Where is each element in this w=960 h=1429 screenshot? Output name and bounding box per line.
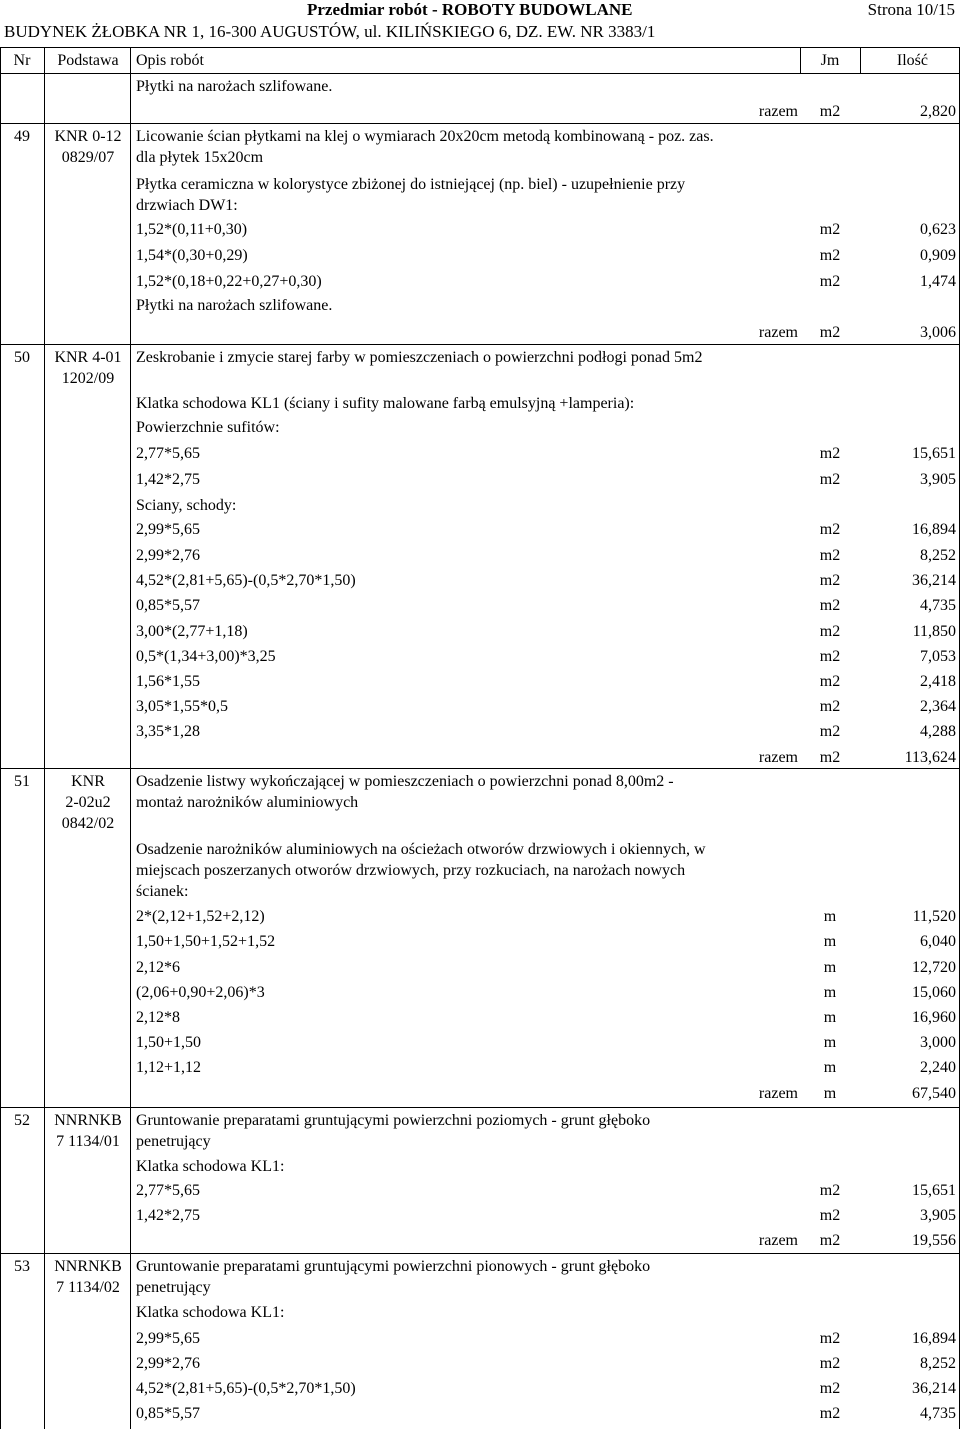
unit: m: [823, 1085, 837, 1102]
unit: m2: [819, 471, 841, 488]
item-intro: Klatka schodowa KL1:: [136, 1304, 285, 1321]
formula: 2*(2,12+1,52+2,12): [136, 908, 265, 925]
item-intro: drzwiach DW1:: [136, 197, 238, 214]
unit: m: [823, 908, 837, 925]
item-base: KNR 4-01: [54, 349, 122, 366]
unit: m2: [819, 623, 841, 640]
quantity: 0,909: [920, 247, 956, 264]
col-header-desc: Opis robót: [136, 52, 204, 69]
formula: 1,42*2,75: [136, 471, 200, 488]
item-number: 52: [14, 1112, 30, 1129]
page-number: Strona 10/15: [867, 0, 955, 19]
column-divider: [130, 47, 131, 73]
quantity: 11,850: [912, 623, 956, 640]
item-title: Zeskrobanie i zmycie starej farby w pomieszczeniach o powierzchni podłogi ponad 5m2: [136, 349, 703, 366]
quantity: 11,520: [912, 908, 956, 925]
item-base: NNRNKB: [54, 1112, 122, 1129]
formula: 0,85*5,57: [136, 597, 200, 614]
quantity: 0,623: [920, 221, 956, 238]
quantity: 36,214: [912, 1380, 956, 1397]
razem-label: razem: [758, 749, 798, 766]
formula: 1,12+1,12: [136, 1059, 202, 1076]
quantity: 15,651: [912, 1182, 956, 1199]
col-header-nr: Nr: [13, 52, 31, 69]
item-intro: miejscach poszerzanych otworów drzwiowych, przy rozkuciach, na narożach nowych: [136, 862, 686, 879]
formula: 1,52*(0,11+0,30): [136, 221, 248, 238]
formula: 2,99*5,65: [136, 521, 200, 538]
unit: m2: [819, 221, 841, 238]
item-separator: [0, 1253, 960, 1254]
item-intro: Płytka ceramiczna w kolorystyce zbiżonej do istniejącej (np. biel) - uzupełnienie przy: [136, 176, 686, 193]
formula: 1,50+1,50: [136, 1034, 202, 1051]
quantity: 8,252: [920, 547, 956, 564]
unit: m2: [819, 247, 841, 264]
total-value: 2,820: [920, 103, 956, 120]
item-title: montaż narożników aluminiowych: [136, 794, 359, 811]
table-left-border: [0, 47, 1, 1429]
formula: 2,77*5,65: [136, 1182, 200, 1199]
quantity: 4,735: [920, 1405, 956, 1422]
item-title: penetrujący: [136, 1133, 211, 1150]
quantity: 2,240: [920, 1059, 956, 1076]
formula: 2,99*2,76: [136, 1355, 200, 1372]
item-base: 7 1134/02: [56, 1279, 120, 1296]
formula: (2,06+0,90+2,06)*3: [136, 984, 265, 1001]
quantity: 16,960: [912, 1009, 956, 1026]
unit: m2: [819, 673, 841, 690]
item-number: 49: [14, 128, 30, 145]
item-separator: [0, 1107, 960, 1108]
column-divider: [860, 47, 861, 73]
unit: m2: [819, 648, 841, 665]
item-title: Gruntowanie preparatami gruntującymi powierzchni pionowych - grunt głęboko: [136, 1258, 651, 1275]
column-divider: [130, 73, 131, 1429]
quantity: 36,214: [912, 572, 956, 589]
unit: m2: [819, 273, 841, 290]
quantity: 2,364: [920, 698, 956, 715]
item-title: Gruntowanie preparatami gruntującymi powierzchni poziomych - grunt głęboko: [136, 1112, 651, 1129]
unit: m2: [819, 698, 841, 715]
formula: 1,50+1,50+1,52+1,52: [136, 933, 276, 950]
item-number: 50: [14, 349, 30, 366]
col-header-unit: Jm: [820, 52, 840, 69]
razem-label: razem: [758, 1085, 798, 1102]
formula: 4,52*(2,81+5,65)-(0,5*2,70*1,50): [136, 1380, 356, 1397]
item-base: 7 1134/01: [56, 1133, 120, 1150]
item-subheading: Sciany, schody:: [136, 497, 237, 514]
item-base: 2-02u2: [65, 794, 111, 811]
formula: 3,05*1,55*0,5: [136, 698, 228, 715]
col-header-qty: Ilość: [896, 52, 928, 69]
unit: m2: [819, 723, 841, 740]
unit: m2: [819, 1182, 841, 1199]
item-title: penetrujący: [136, 1279, 211, 1296]
quantity: 4,735: [920, 597, 956, 614]
item-intro: Klatka schodowa KL1:: [136, 1158, 285, 1175]
quantity: 15,060: [912, 984, 956, 1001]
item-number: 53: [14, 1258, 30, 1275]
item-subheading: Powierzchnie sufitów:: [136, 419, 280, 436]
formula: 1,54*(0,30+0,29): [136, 247, 248, 264]
unit: m: [823, 1009, 837, 1026]
item-separator: [0, 123, 960, 124]
formula: 1,42*2,75: [136, 1207, 200, 1224]
quantity: 6,040: [920, 933, 956, 950]
quantity: 3,905: [920, 471, 956, 488]
quantity: 3,905: [920, 1207, 956, 1224]
unit: m: [823, 959, 837, 976]
formula: 3,35*1,28: [136, 723, 200, 740]
unit: m2: [819, 547, 841, 564]
quantity: 12,720: [912, 959, 956, 976]
quantity: 3,000: [920, 1034, 956, 1051]
quantity: 1,474: [920, 273, 956, 290]
total-value: 3,006: [920, 324, 956, 341]
unit: m2: [819, 1405, 841, 1422]
unit: m2: [819, 1355, 841, 1372]
quantity: 8,252: [920, 1355, 956, 1372]
project-address: BUDYNEK ŻŁOBKA NR 1, 16-300 AUGUSTÓW, ul. KILIŃSKIEGO 6, DZ. EW. NR 3383/1: [4, 22, 656, 41]
column-divider: [44, 47, 45, 73]
razem-label: razem: [758, 324, 798, 341]
item-base: NNRNKB: [54, 1258, 122, 1275]
unit: m2: [819, 324, 841, 341]
note-text: Płytki na narożach szlifowane.: [136, 297, 333, 314]
quantity: 4,288: [920, 723, 956, 740]
item-base: KNR: [71, 773, 105, 790]
formula: 0,5*(1,34+3,00)*3,25: [136, 648, 276, 665]
formula: 2,99*2,76: [136, 547, 200, 564]
formula: 2,99*5,65: [136, 1330, 200, 1347]
formula: 4,52*(2,81+5,65)-(0,5*2,70*1,50): [136, 572, 356, 589]
formula: 2,77*5,65: [136, 445, 200, 462]
col-header-base: Podstawa: [57, 52, 119, 69]
unit: m2: [819, 572, 841, 589]
note-text: Płytki na narożach szlifowane.: [136, 78, 333, 95]
razem-label: razem: [758, 1232, 798, 1249]
unit: m2: [819, 521, 841, 538]
quantity: 16,894: [912, 1330, 956, 1347]
column-divider: [44, 73, 45, 1429]
formula: 1,56*1,55: [136, 673, 200, 690]
quantity: 16,894: [912, 521, 956, 538]
item-intro: ścianek:: [136, 883, 189, 900]
quantity: 2,418: [920, 673, 956, 690]
unit: m2: [819, 1207, 841, 1224]
total-value: 113,624: [904, 749, 956, 766]
unit: m: [823, 933, 837, 950]
item-base: 1202/09: [61, 370, 115, 387]
item-separator: [0, 344, 960, 345]
unit: m: [823, 1034, 837, 1051]
unit: m2: [819, 1232, 841, 1249]
formula: 3,00*(2,77+1,18): [136, 623, 248, 640]
table-header-border: [0, 73, 960, 74]
unit: m: [823, 1059, 837, 1076]
quantity: 15,651: [912, 445, 956, 462]
formula: 2,12*8: [136, 1009, 180, 1026]
unit: m2: [819, 1380, 841, 1397]
item-title: dla płytek 15x20cm: [136, 149, 264, 166]
item-title: Licowanie ścian płytkami na klej o wymiarach 20x20cm metodą kombinowaną - poz. zas.: [136, 128, 714, 145]
item-intro: Osadzenie narożników aluminiowych na ościeżach otworów drzwiowych i okiennych, w: [136, 841, 706, 858]
unit: m2: [819, 445, 841, 462]
item-number: 51: [14, 773, 30, 790]
item-base: 0829/07: [61, 149, 115, 166]
unit: m2: [819, 103, 841, 120]
total-value: 19,556: [912, 1232, 956, 1249]
item-intro: Klatka schodowa KL1 (ściany i sufity malowane farbą emulsyjną +lamperia):: [136, 395, 635, 412]
formula: 1,52*(0,18+0,22+0,27+0,30): [136, 273, 322, 290]
total-value: 67,540: [912, 1085, 956, 1102]
item-title: Osadzenie listwy wykończającej w pomieszczeniach o powierzchni ponad 8,00m2 -: [136, 773, 674, 790]
unit: m2: [819, 749, 841, 766]
razem-label: razem: [758, 103, 798, 120]
document-title: Przedmiar robót - ROBOTY BUDOWLANE: [307, 0, 633, 19]
table-top-border: [0, 47, 960, 48]
formula: 2,12*6: [136, 959, 180, 976]
item-base: KNR 0-12: [54, 128, 122, 145]
quantity: 7,053: [920, 648, 956, 665]
unit: m: [823, 984, 837, 1001]
unit: m2: [819, 1330, 841, 1347]
item-separator: [0, 768, 960, 769]
formula: 0,85*5,57: [136, 1405, 200, 1422]
item-base: 0842/02: [61, 815, 115, 832]
unit: m2: [819, 597, 841, 614]
